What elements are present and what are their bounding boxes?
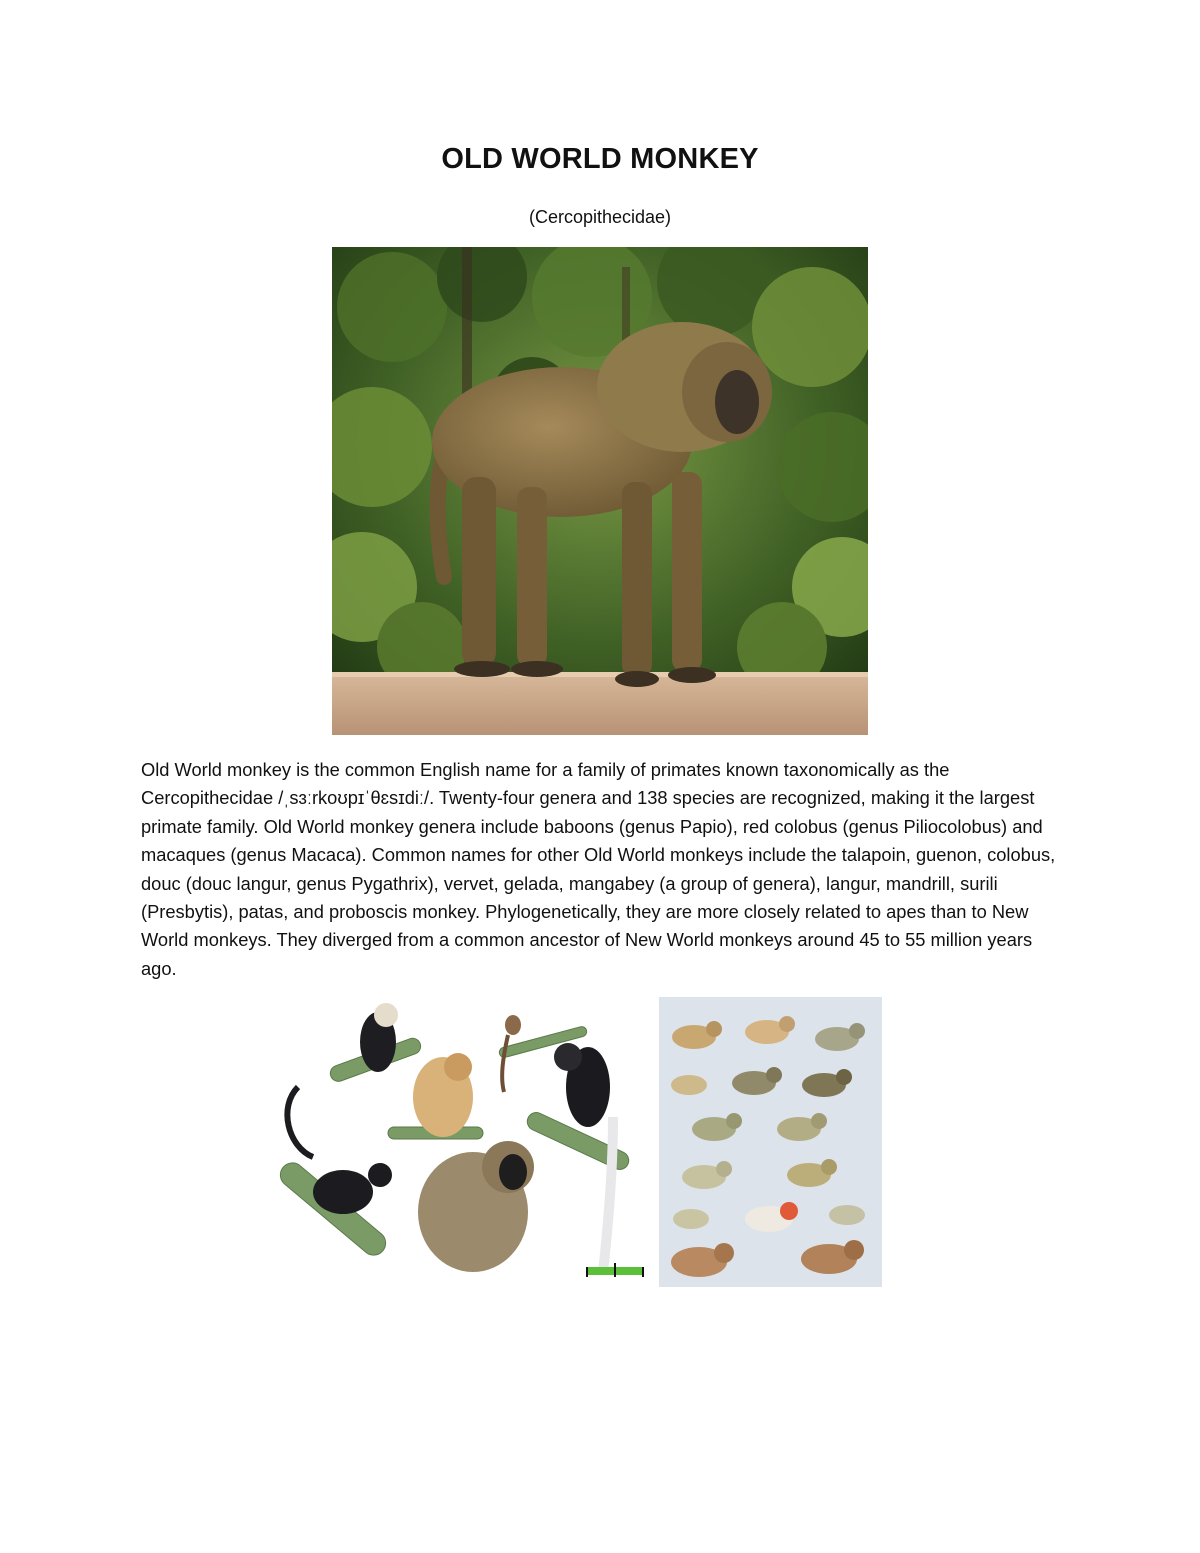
baboon-photo (332, 247, 868, 735)
body-paragraph: Old World monkey is the common English name for a family of primates known taxonomically as the Cercopithecidae /ˌsɜːrkoʊpɪˈθɛsɪdiː/. Twenty-four genera and 138 species are recognized, making it the largest primate family. Old World monkey genera include baboons (genus Papio), red colobus (genus Piliocolobus) and macaques (genus Macaca). Common names for other Old World monkeys include the talapoin, guenon, colobus, douc (douc langur, genus Pygathrix), vervet, gelada, mangabey (a group of genera), langur, mandrill, surili (Presbytis), patas, and proboscis monkey. Phylogenetically, they are more closely related to apes than to New World monkeys. They diverged from a common ancestor of New World monkeys around 45 to 55 million years ago. (141, 759, 1056, 979)
page-subtitle: (Cercopithecidae) (528, 207, 672, 227)
monkey-species-illustration (268, 997, 652, 1285)
page-title: OLD WORLD MONKEY (441, 143, 759, 175)
baboon-species-plate (659, 997, 882, 1287)
